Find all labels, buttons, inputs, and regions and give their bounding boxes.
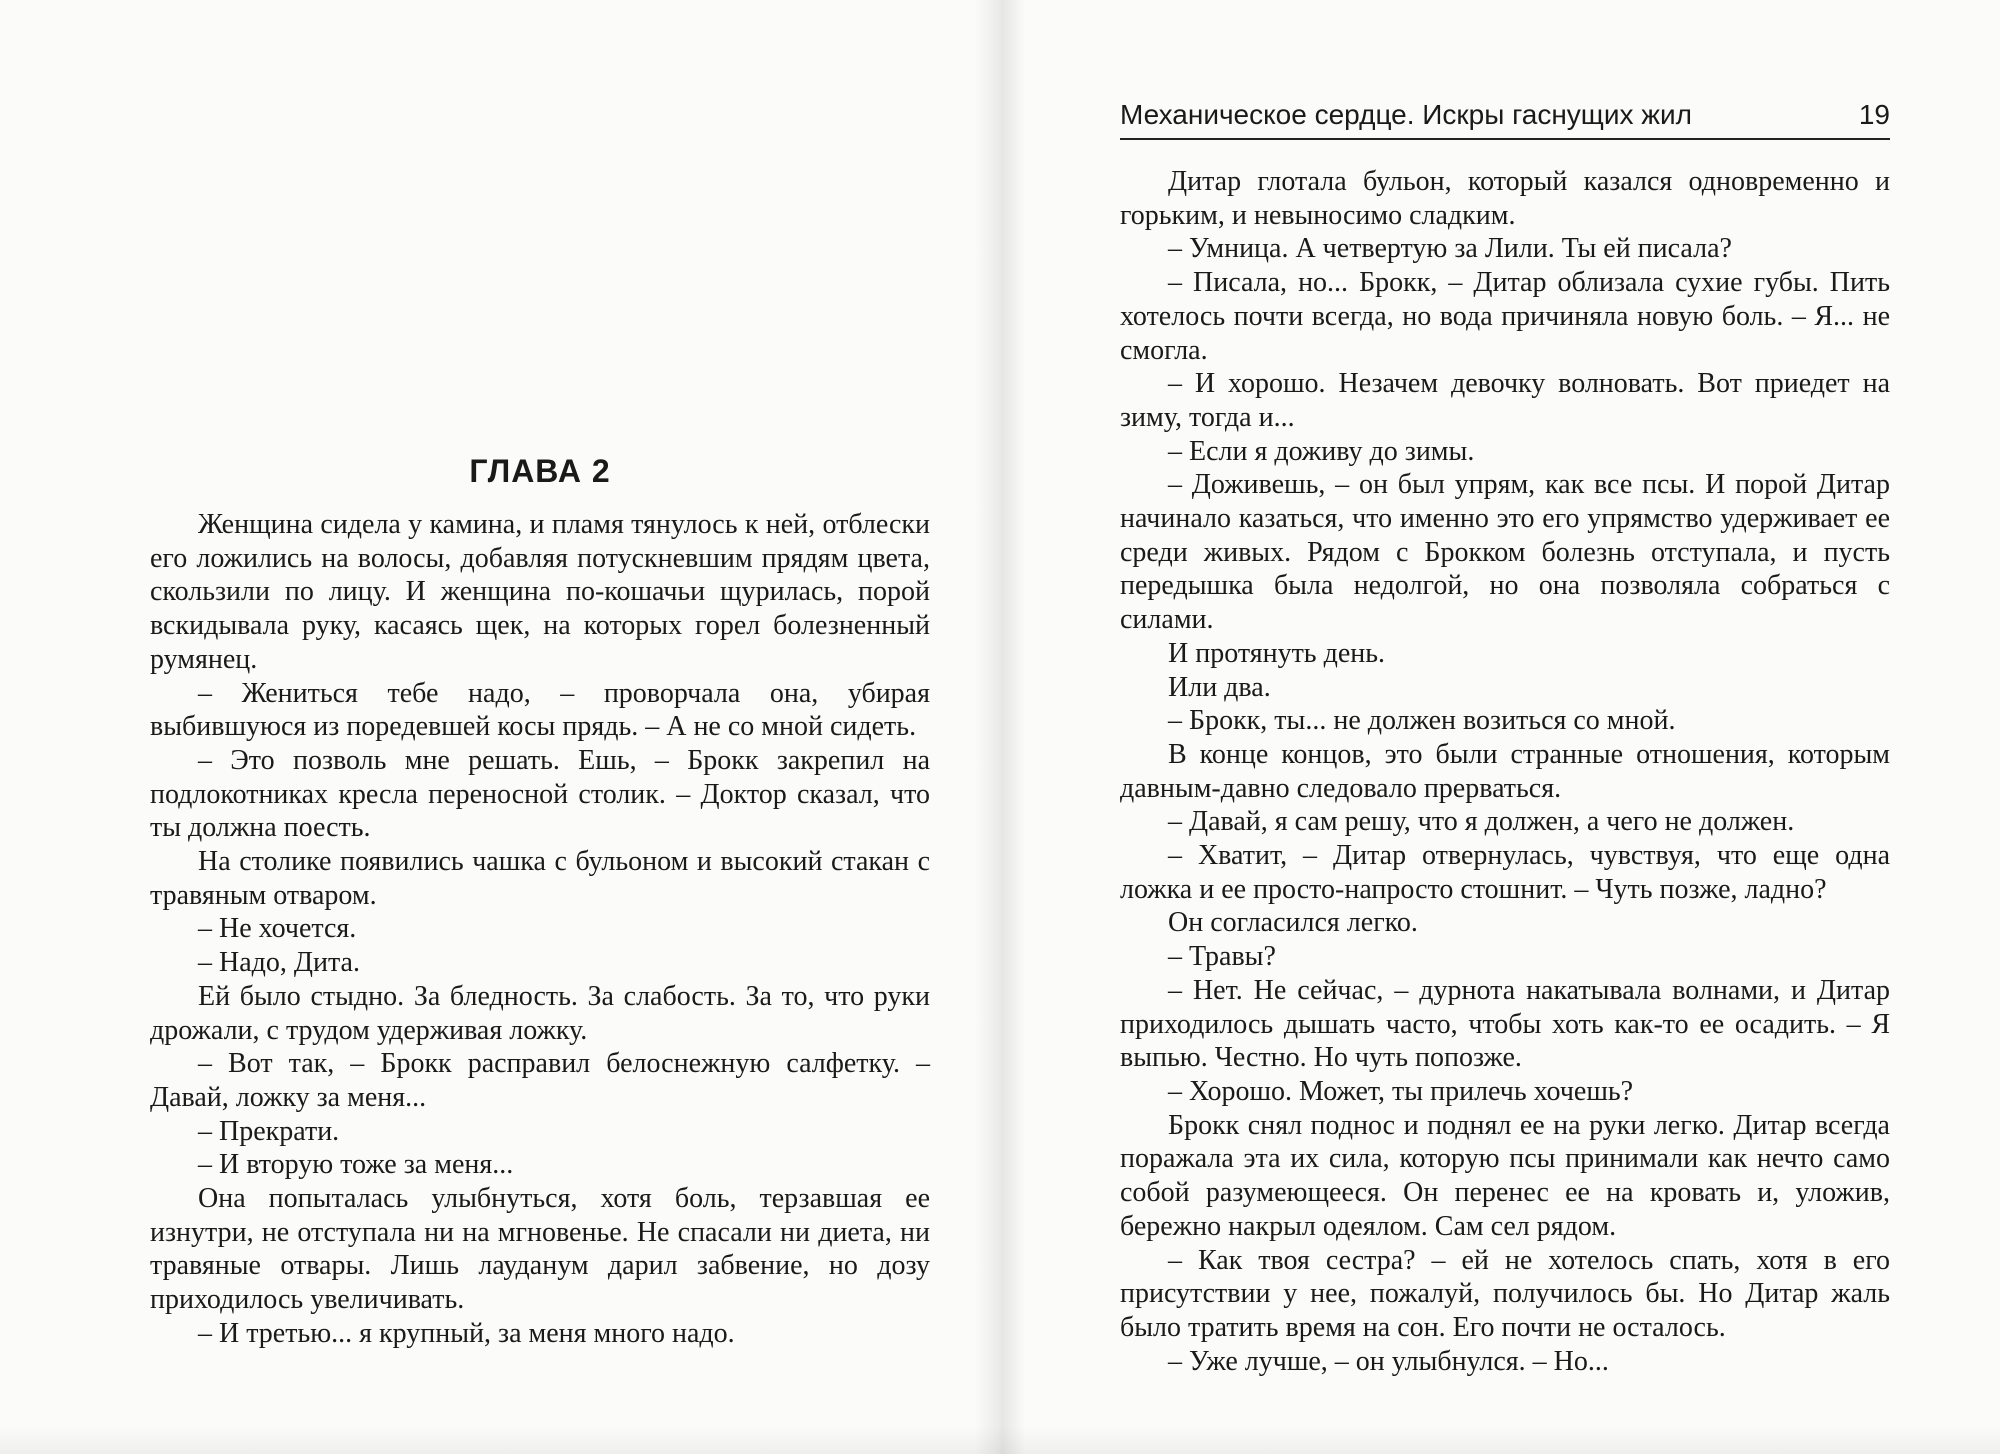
paragraph: В конце концов, это были странные отношения, которым давным-давно следовало прерваться. xyxy=(1120,738,1890,804)
page-number: 19 xyxy=(1858,99,1890,130)
paragraph: Брокк снял поднос и поднял ее на руки легко. Дитар всегда поражала эта их сила, которую псы принимали как нечто само собой разумеющееся. Он перенес ее на кровать и, уложив, бережно накрыл одеялом. Сам сел рядом. xyxy=(1120,1109,1890,1242)
paragraph: – Умница. А четвертую за Лили. Ты ей писала? xyxy=(1168,233,1732,265)
paragraph: – Давай, я сам решу, что я должен, а чего не должен. xyxy=(1168,806,1795,838)
right-page-text xyxy=(1120,165,1890,1378)
paragraph: – Не хочется. xyxy=(198,913,357,945)
paragraph: – Вот так, – Брокк расправил белоснежную салфетку. – Давай, ложку за меня... xyxy=(150,1048,930,1113)
paragraph: – Жениться тебе надо, – проворчала она, убирая выбившуюся из поредевшей косы прядь. – А не со мной сидеть. xyxy=(150,677,930,743)
paragraph: Он согласился легко. xyxy=(1168,907,1418,939)
left-page-text xyxy=(150,508,930,1351)
paragraph: – Прекрати. xyxy=(198,1115,340,1147)
paragraph: – Это позволь мне решать. Ешь, – Брокк закрепил на подлокотниках кресла переносной столик. – Доктор сказал, что ты должна поесть. xyxy=(150,744,930,844)
paragraph: – Хватит, – Дитар отвернулась, чувствуя, что еще одна ложка и ее просто-напросто стошнит. – Чуть позже, ладно? xyxy=(1120,840,1890,905)
chapter-title: ГЛАВА 2 xyxy=(469,453,611,489)
paragraph: – Как твоя сестра? – ей не хотелось спать, хотя в его присутствии у нее, пожалуй, получилось бы. Но Дитар жаль было тратить время на сон. Его почти не осталось. xyxy=(1120,1244,1890,1343)
running-header-title: Механическое сердце. Искры гаснущих жил xyxy=(1120,99,1692,130)
paragraph: – Если я доживу до зимы. xyxy=(1168,435,1475,467)
running-header xyxy=(1120,96,1890,140)
paragraph: На столике появились чашка с бульоном и высокий стакан с травяным отваром. xyxy=(150,846,930,911)
paragraph: – Доживешь, – он был упрям, как все псы. И порой Дитар начинало казаться, что именно это его упрямство удерживает ее среди живых. Рядом с Брокком болезнь отступала, и пусть передышка была недолгой, но она позволяла собраться с силами. xyxy=(1120,469,1890,636)
paragraph: – Травы? xyxy=(1168,941,1276,973)
page-bottom-shadow xyxy=(0,1426,2000,1454)
paragraph: – Брокк, ты... не должен возиться со мной. xyxy=(1168,705,1676,737)
paragraph: Или два. xyxy=(1168,671,1271,703)
paragraph: – И вторую тоже за меня... xyxy=(198,1149,514,1181)
paragraph: – И третью... я крупный, за меня много надо. xyxy=(198,1317,735,1349)
paragraph: – Надо, Дита. xyxy=(198,947,360,979)
paragraph: – Уже лучше, – он улыбнулся. – Но... xyxy=(1168,1345,1609,1377)
paragraph: – Нет. Не сейчас, – дурнота накатывала волнами, и Дитар приходилось дышать часто, чтобы хоть как-то ее осадить. – Я выпью. Честно. Но чуть попозже. xyxy=(1120,974,1890,1074)
paragraph: – Писала, но... Брокк, – Дитар облизала сухие губы. Пить хотелось почти всегда, но вода причиняла новую боль. – Я... не смогла. xyxy=(1120,267,1890,366)
paragraph: Ей было стыдно. За бледность. За слабость. За то, что руки дрожали, с трудом удерживая ложку. xyxy=(150,980,930,1046)
book-gutter xyxy=(975,0,1025,1454)
paragraph: – Хорошо. Может, ты прилечь хочешь? xyxy=(1168,1075,1634,1107)
paragraph: Дитар глотала бульон, который казался одновременно и горьким, и невыносимо сладким. xyxy=(1120,166,1890,231)
paragraph: – И хорошо. Незачем девочку волновать. Вот приедет на зиму, тогда и... xyxy=(1120,368,1890,433)
paragraph: Женщина сидела у камина, и пламя тянулось к ней, отблески его ложились на волосы, добавляя потускневшим прядям цвета, скользили по лицу. И женщина по-кошачьи щурилась, порой вскидывала руку, касаясь щек, на которых горел болезненный румянец. xyxy=(150,509,930,675)
paragraph: Она попыталась улыбнуться, хотя боль, терзавшая ее изнутри, не отступала ни на мгновенье. Не спасали ни диета, ни травяные отвары. Лишь лауданум дарил забвение, но дозу приходилось увеличивать. xyxy=(150,1183,930,1316)
paragraph: И протянуть день. xyxy=(1168,637,1385,669)
